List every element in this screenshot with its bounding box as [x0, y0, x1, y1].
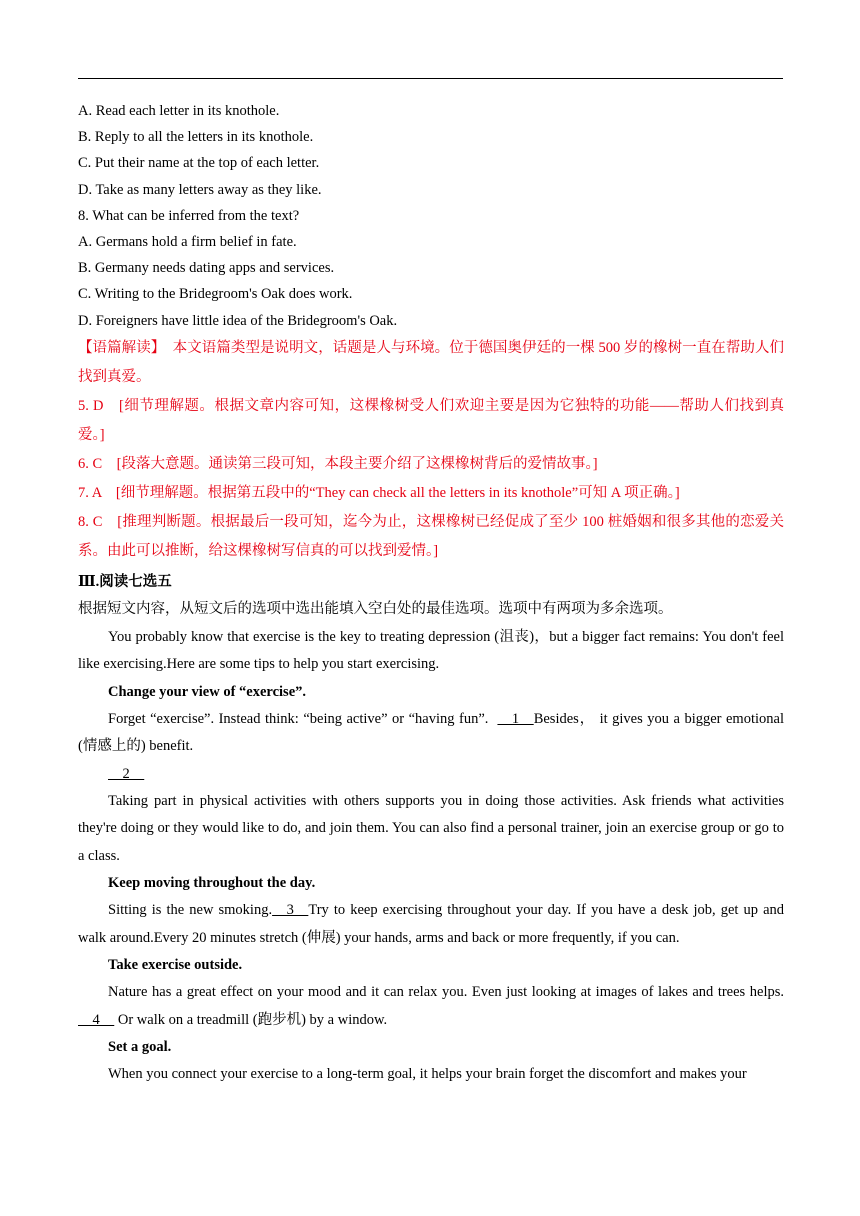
blank-2-line — [78, 761, 784, 788]
option-d: D. Take as many letters away as they like. — [78, 181, 322, 198]
blank-1: 1 — [497, 710, 534, 727]
option-c: C. Put their name at the top of each letter. — [78, 155, 320, 172]
question-8-stem: 8. What can be inferred from the text? — [78, 207, 300, 224]
paragraph-goal: When you connect your exercise to a long-term goal, it helps your brain forget the discomfort and makes your — [108, 1066, 747, 1083]
blank-4: 4 — [78, 1011, 115, 1028]
paragraph-intro: You probably know that exercise is the key to treating depression (沮丧)，but a bigger fact remains: You don't feel like exercising.Here are some tips to help you start exercising. — [78, 628, 784, 673]
answer-7: 7. A [细节理解题。根据第五段中的“They can check all the letters in its knothole”可知 A 项正确。] — [78, 484, 680, 501]
document-body — [78, 98, 784, 1089]
paragraph-forget-exercise: Forget “exercise”. Instead think: “being active” or “having fun”. 1 Besides， it gives you a bigger emotional (情感上的) benefit. — [78, 706, 784, 761]
analysis-text: 本文语篇类型是说明文，话题是人与环境。位于德国奥伊廷的一棵 500 岁的橡树一直在帮助人们找到真爱。 — [78, 339, 785, 385]
answer-5: 5. D [细节理解题。根据文章内容可知，这棵橡树受人们欢迎主要是因为它独特的功能——帮助人们找到真爱。] — [78, 397, 784, 443]
analysis-label: 【语篇解读】 — [78, 339, 159, 356]
q8-option-a: A. Germans hold a firm belief in fate. — [78, 233, 297, 250]
q8-option-c: C. Writing to the Bridegroom's Oak does work. — [78, 286, 353, 303]
q8-option-d: D. Foreigners have little idea of the Bridegroom's Oak. — [78, 312, 398, 329]
paragraph-nature: Nature has a great effect on your mood and it can relax you. Even just looking at images of lakes and trees helps. 4 Or walk on a treadmill (跑步机) by a window. — [78, 979, 784, 1034]
passage-analysis — [78, 334, 784, 392]
heading-change-view: Change your view of “exercise”. — [108, 683, 307, 700]
option-b: B. Reply to all the letters in its knothole. — [78, 129, 314, 146]
section-instruction: 根据短文内容，从短文后的选项中选出能填入空白处的最佳选项。选项中有两项为多余选项。 — [78, 600, 673, 617]
heading-keep-moving: Keep moving throughout the day. — [108, 875, 316, 892]
answer-8: 8. C [推理判断题。根据最后一段可知，迄今为止，这棵橡树已经促成了至少 100 桩婚姻和很多其他的恋爱关系。由此可以推断，给这棵橡树写信真的可以找到爱情。] — [78, 513, 784, 559]
blank-2: 2 — [108, 765, 145, 782]
option-a: A. Read each letter in its knothole. — [78, 103, 280, 119]
q8-option-b: B. Germany needs dating apps and services. — [78, 260, 335, 277]
heading-set-goal: Set a goal. — [108, 1039, 172, 1056]
paragraph-others: Taking part in physical activities with others supports you in doing those activities. Ask friends what activities they're doing or they would like to do, and join them. You can also find a personal trainer, join an exercise group or go to a class. — [78, 792, 784, 864]
header-rule — [78, 78, 783, 79]
heading-outside: Take exercise outside. — [108, 957, 243, 974]
paragraph-sitting: Sitting is the new smoking. 3 Try to keep exercising throughout your day. If you have a desk job, get up and walk around.Every 20 minutes stretch (伸展) your hands, arms and back or more frequently, if you can. — [78, 897, 784, 952]
blank-3: 3 — [272, 902, 309, 919]
answer-6: 6. C [段落大意题。通读第三段可知，本段主要介绍了这棵橡树背后的爱情故事。] — [78, 455, 598, 472]
section-title: Ⅲ.阅读七选五 — [78, 573, 172, 590]
